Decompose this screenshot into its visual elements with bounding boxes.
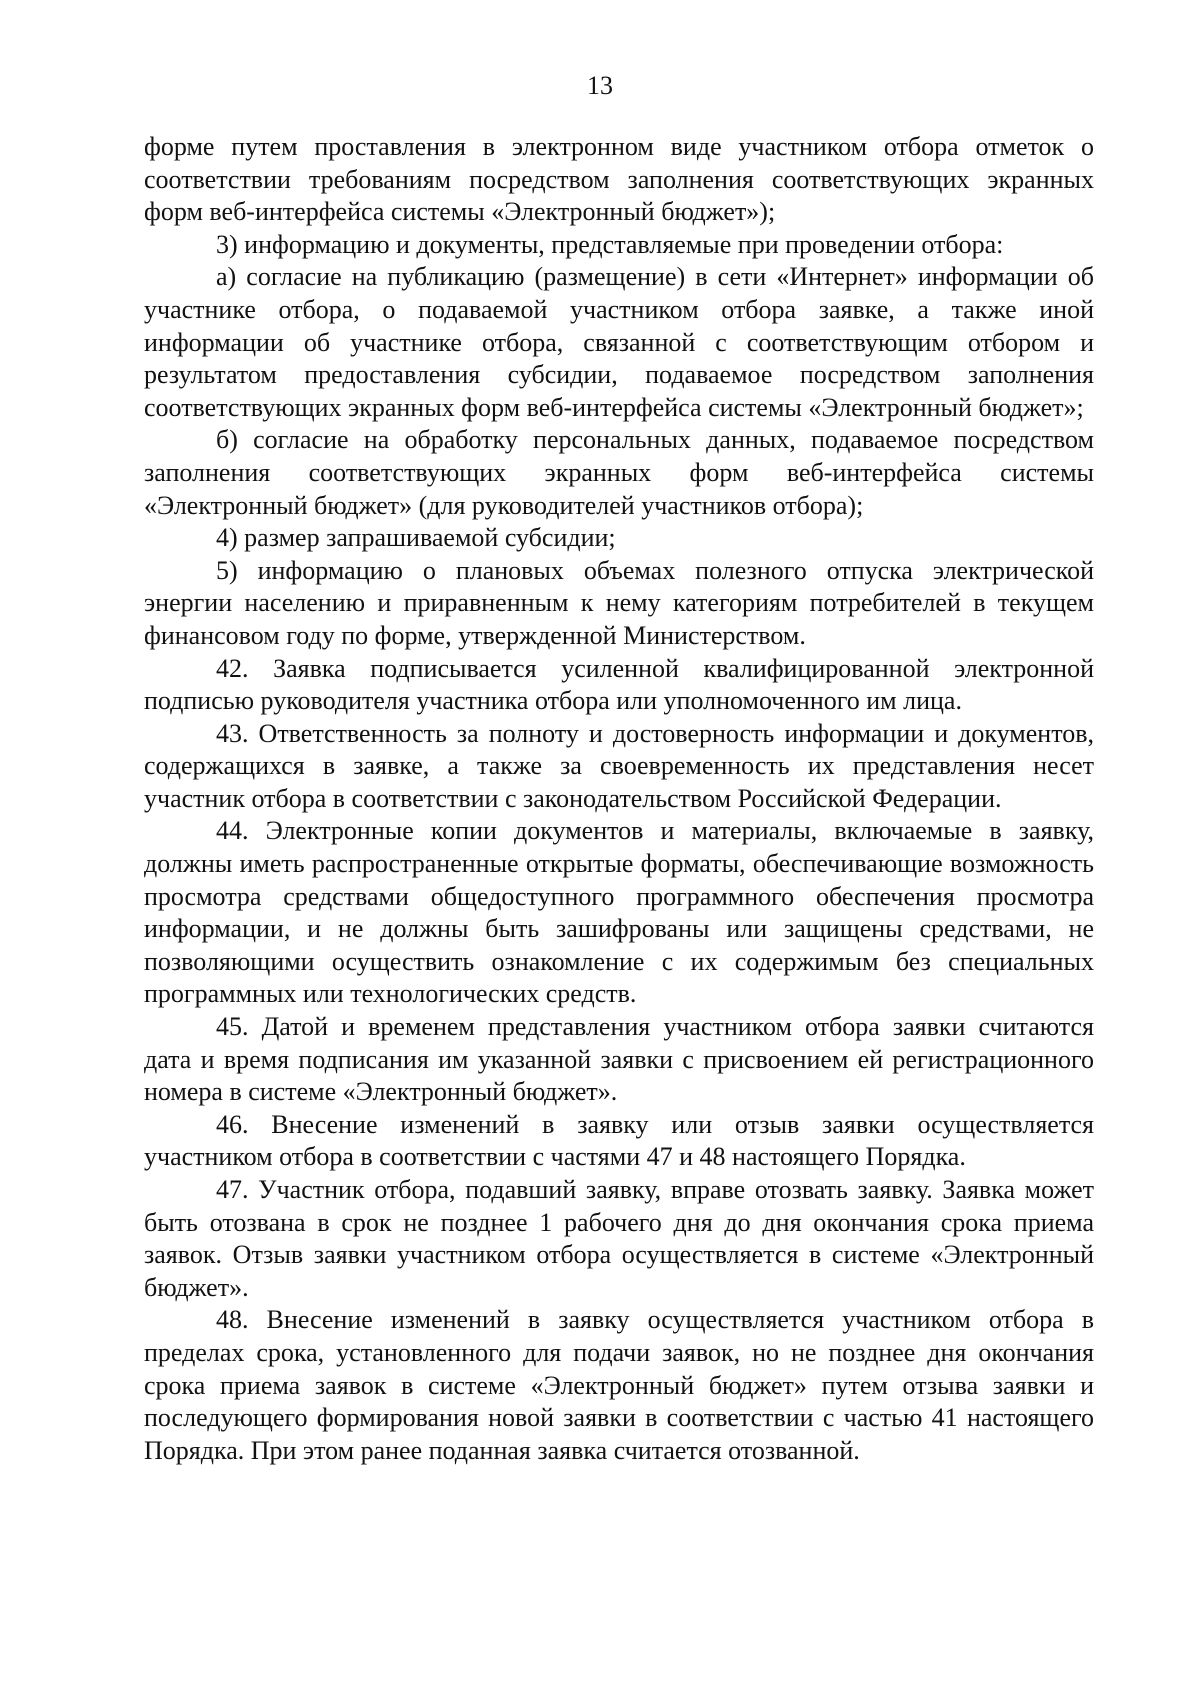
paragraph-item-3b: б) согласие на обработку персональных данных, подаваемое посредством заполнения соответствующих экранных форм веб-интерфейса системы «Электронный бюджет» (для руководителей участников отбора);	[144, 425, 1094, 520]
paragraph-43: 43. Ответственность за полноту и достоверность информации и документов, содержащихся в заявке, а также за своевременность их представления несет участник отбора в соответствии с законодательством Российской Федерации.	[144, 718, 1094, 813]
paragraph-48: 48. Внесение изменений в заявку осуществляется участником отбора в пределах срока, установленного для подачи заявок, но не позднее дня окончания срока приема заявок в системе «Электронный бюджет» путем отзыва заявки и последующего формирования новой заявки в соответствии с частью 41 настоящего Порядка. При этом ранее поданная заявка считается отозванной.	[144, 1305, 1094, 1465]
paragraph-item-3a: а) согласие на публикацию (размещение) в сети «Интернет» информации об участнике отбора, о подаваемой участником отбора заявке, а также иной информации об участнике отбора, связанной с соответствующим отбором и результатом предоставления субсидии, подаваемое посредством заполнения соответствующих экранных форм веб-интерфейса системы «Электронный бюджет»;	[144, 262, 1094, 422]
paragraph-item-3: 3) информацию и документы, представляемые при проведении отбора:	[216, 229, 1004, 259]
paragraph-45: 45. Датой и временем представления участником отбора заявки считаются дата и время подписания им указанной заявки с присвоением ей регистрационного номера в системе «Электронный бюджет».	[144, 1012, 1094, 1107]
document-body	[144, 131, 1094, 1467]
paragraph-item-4: 4) размер запрашиваемой субсидии;	[216, 523, 616, 553]
paragraph-47: 47. Участник отбора, подавший заявку, вправе отозвать заявку. Заявка может быть отозвана в срок не позднее 1 рабочего дня до дня окончания срока приема заявок. Отзыв заявки участником отбора осуществляется в системе «Электронный бюджет».	[144, 1175, 1094, 1302]
paragraph-continuation: форме путем проставления в электронном виде участником отбора отметок о соответствии требованиям посредством заполнения соответствующих экранных форм веб-интерфейса системы «Электронный бюджет»);	[144, 132, 1094, 227]
page-number: 13	[587, 71, 613, 100]
paragraph-item-5: 5) информацию о плановых объемах полезного отпуска электрической энергии населению и приравненным к нему категориям потребителей в текущем финансовом году по форме, утвержденной Министерством.	[144, 555, 1094, 650]
paragraph-46: 46. Внесение изменений в заявку или отзыв заявки осуществляется участником отбора в соответствии с частями 47 и 48 настоящего Порядка.	[144, 1109, 1094, 1172]
paragraph-44: 44. Электронные копии документов и материалы, включаемые в заявку, должны иметь распространенные открытые форматы, обеспечивающие возможность просмотра средствами общедоступного программного обеспечения просмотра информации, и не должны быть зашифрованы или защищены средствами, не позволяющими осуществить ознакомление с их содержимым без специальных программных или технологических средств.	[144, 816, 1094, 1009]
paragraph-42: 42. Заявка подписывается усиленной квалифицированной электронной подписью руководителя участника отбора или уполномоченного им лица.	[144, 653, 1094, 716]
